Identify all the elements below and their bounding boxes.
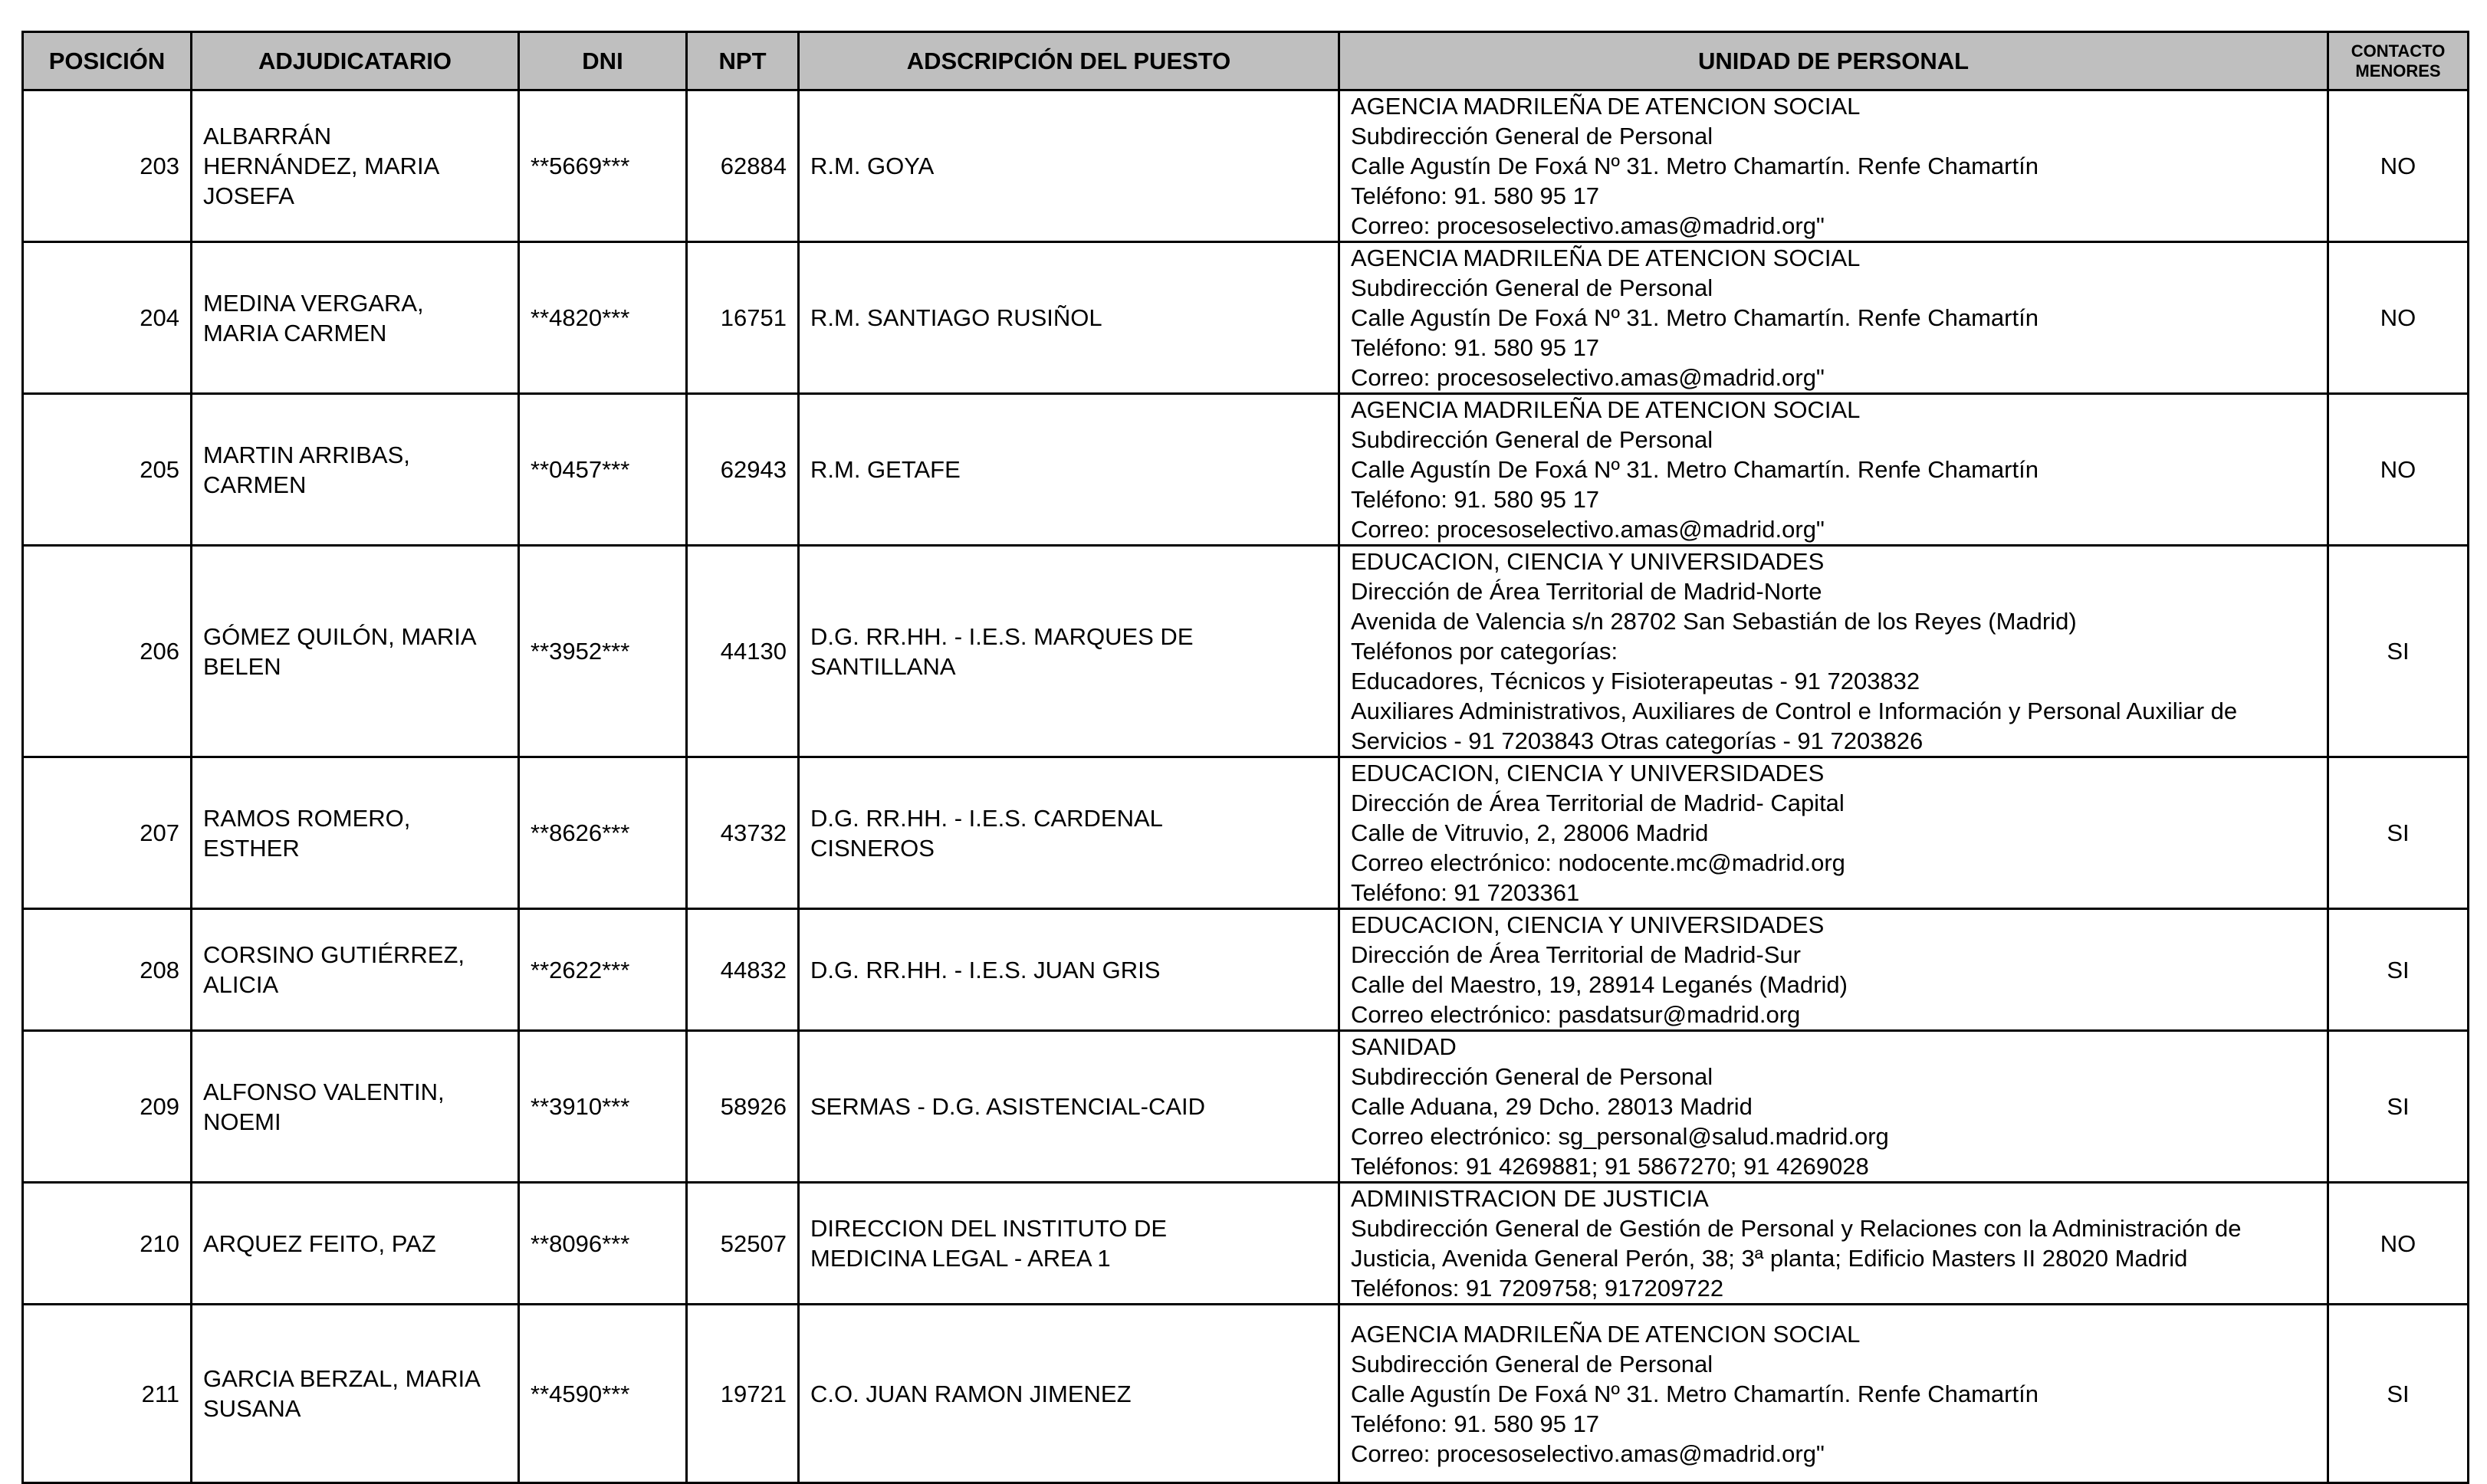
cell-npt: 58926 [687, 1031, 799, 1183]
unidad-line: Teléfono: 91. 580 95 17 [1351, 486, 1600, 513]
cell-contacto-menores: NO [2328, 90, 2469, 242]
header-contacto-line1: CONTACTO [2351, 41, 2446, 61]
header-posicion: POSICIÓN [23, 32, 192, 90]
cell-unidad-personal [1339, 1031, 2328, 1183]
unidad-line: Teléfonos por categorías: [1351, 638, 1618, 665]
adjudicatario-line: MARIA CARMEN [203, 319, 387, 346]
unidad-line: Educadores, Técnicos y Fisioterapeutas - 91 7203832 [1351, 668, 1920, 694]
adjudicatario-line: GÓMEZ QUILÓN, MARIA [203, 622, 477, 650]
cell-npt: 44130 [687, 546, 799, 757]
header-npt: NPT [687, 32, 799, 90]
unidad-line: Servicios - 91 7203843 Otras categorías - 91 7203826 [1351, 727, 1924, 754]
cell-adjudicatario [192, 1183, 519, 1305]
adjudicatario-line: MEDINA VERGARA, [203, 289, 424, 317]
cell-npt: 43732 [687, 757, 799, 909]
table-row [23, 757, 2469, 909]
cell-contacto-menores: NO [2328, 1183, 2469, 1305]
header-row [23, 32, 2469, 90]
cell-unidad-personal [1339, 909, 2328, 1031]
cell-dni: **2622*** [519, 909, 687, 1031]
adjudication-table [21, 31, 2469, 1484]
adjudicatario-line: SUSANA [203, 1395, 301, 1422]
cell-dni: **5669*** [519, 90, 687, 242]
unidad-line: Subdirección General de Personal [1351, 426, 1713, 453]
cell-adscripcion [799, 1305, 1339, 1483]
cell-adjudicatario [192, 90, 519, 242]
table-row [23, 909, 2469, 1031]
cell-posicion: 203 [23, 90, 192, 242]
unidad-line: Correo: procesoselectivo.amas@madrid.org" [1351, 1440, 1825, 1467]
header-adjudicatario: ADJUDICATARIO [192, 32, 519, 90]
adscripcion-line: C.O. JUAN RAMON JIMENEZ [810, 1380, 1132, 1407]
unidad-line: Justicia, Avenida General Perón, 38; 3ª planta; Edificio Masters II 28020 Madrid [1351, 1245, 2188, 1272]
unidad-line: Calle de Vitruvio, 2, 28006 Madrid [1351, 819, 1709, 846]
header-dni: DNI [519, 32, 687, 90]
adscripcion-line: MEDICINA LEGAL - AREA 1 [810, 1245, 1111, 1272]
unidad-line: Calle Agustín De Foxá Nº 31. Metro Chamartín. Renfe Chamartín [1351, 1380, 2039, 1407]
cell-adjudicatario [192, 242, 519, 394]
cell-npt: 52507 [687, 1183, 799, 1305]
cell-posicion: 208 [23, 909, 192, 1031]
unidad-line: Subdirección General de Personal [1351, 1063, 1713, 1090]
cell-adjudicatario [192, 1031, 519, 1183]
adjudicatario-line: HERNÁNDEZ, MARIA [203, 153, 440, 179]
unidad-line: Calle Agustín De Foxá Nº 31. Metro Chamartín. Renfe Chamartín [1351, 153, 2039, 179]
unidad-line: Teléfono: 91. 580 95 17 [1351, 182, 1600, 209]
cell-contacto-menores: SI [2328, 909, 2469, 1031]
unidad-line: EDUCACION, CIENCIA Y UNIVERSIDADES [1351, 548, 1825, 575]
unidad-line: AGENCIA MADRILEÑA DE ATENCION SOCIAL [1351, 245, 1861, 271]
cell-dni: **8626*** [519, 757, 687, 909]
cell-dni: **4820*** [519, 242, 687, 394]
adscripcion-line: R.M. GETAFE [810, 456, 961, 483]
cell-contacto-menores: SI [2328, 757, 2469, 909]
header-contacto-menores [2328, 32, 2469, 90]
cell-npt: 62884 [687, 90, 799, 242]
cell-adjudicatario [192, 1305, 519, 1483]
adjudicatario-line: ALFONSO VALENTIN, [203, 1078, 445, 1105]
adscripcion-line: R.M. GOYA [810, 153, 935, 179]
cell-adjudicatario [192, 909, 519, 1031]
cell-posicion: 211 [23, 1305, 192, 1483]
table-row [23, 1031, 2469, 1183]
cell-dni: **3910*** [519, 1031, 687, 1183]
cell-adscripcion [799, 1183, 1339, 1305]
cell-contacto-menores: NO [2328, 394, 2469, 546]
cell-adscripcion [799, 90, 1339, 242]
adjudicatario-line: ESTHER [203, 834, 300, 862]
unidad-line: EDUCACION, CIENCIA Y UNIVERSIDADES [1351, 760, 1825, 786]
table-body [23, 90, 2469, 1483]
table-row [23, 90, 2469, 242]
unidad-line: Teléfonos: 91 7209758; 917209722 [1351, 1275, 1724, 1302]
cell-adscripcion [799, 394, 1339, 546]
cell-posicion: 205 [23, 394, 192, 546]
cell-adscripcion [799, 909, 1339, 1031]
unidad-line: Auxiliares Administrativos, Auxiliares de Control e Información y Personal Auxiliar de [1351, 698, 2238, 724]
adscripcion-line: R.M. SANTIAGO RUSIÑOL [810, 304, 1102, 331]
cell-unidad-personal [1339, 546, 2328, 757]
cell-adscripcion [799, 757, 1339, 909]
adjudicatario-line: NOEMI [203, 1108, 281, 1135]
cell-dni: **4590*** [519, 1305, 687, 1483]
unidad-line: Teléfonos: 91 4269881; 91 5867270; 91 4269028 [1351, 1153, 1869, 1180]
unidad-line: EDUCACION, CIENCIA Y UNIVERSIDADES [1351, 911, 1825, 938]
cell-unidad-personal [1339, 394, 2328, 546]
unidad-line: Teléfono: 91. 580 95 17 [1351, 334, 1600, 361]
table-row [23, 394, 2469, 546]
cell-adscripcion [799, 1031, 1339, 1183]
header-adscripcion: ADSCRIPCIÓN DEL PUESTO [799, 32, 1339, 90]
unidad-line: Correo: procesoselectivo.amas@madrid.org" [1351, 516, 1825, 543]
unidad-line: Dirección de Área Territorial de Madrid- Capital [1351, 790, 1845, 816]
unidad-line: SANIDAD [1351, 1033, 1457, 1060]
unidad-line: Teléfono: 91. 580 95 17 [1351, 1410, 1600, 1437]
unidad-line: Correo: procesoselectivo.amas@madrid.org" [1351, 364, 1825, 391]
unidad-line: AGENCIA MADRILEÑA DE ATENCION SOCIAL [1351, 1320, 1861, 1348]
adscripcion-line: D.G. RR.HH. - I.E.S. CARDENAL [810, 804, 1163, 832]
adscripcion-line: DIRECCION DEL INSTITUTO DE [810, 1215, 1168, 1242]
adscripcion-line: D.G. RR.HH. - I.E.S. JUAN GRIS [810, 956, 1161, 983]
adjudicatario-line: MARTIN ARRIBAS, [203, 441, 410, 468]
unidad-line: Subdirección General de Personal [1351, 1350, 1713, 1377]
unidad-line: Correo electrónico: sg_personal@salud.madrid.org [1351, 1123, 1889, 1150]
cell-unidad-personal [1339, 757, 2328, 909]
cell-posicion: 209 [23, 1031, 192, 1183]
unidad-line: Subdirección General de Gestión de Personal y Relaciones con la Administración de [1351, 1215, 2242, 1242]
cell-contacto-menores: SI [2328, 546, 2469, 757]
cell-posicion: 210 [23, 1183, 192, 1305]
adjudicatario-line: GARCIA BERZAL, MARIA [203, 1365, 481, 1392]
cell-posicion: 207 [23, 757, 192, 909]
adjudicatario-line: CARMEN [203, 471, 307, 498]
unidad-line: Correo: procesoselectivo.amas@madrid.org" [1351, 212, 1825, 239]
cell-adjudicatario [192, 757, 519, 909]
cell-adjudicatario [192, 546, 519, 757]
cell-contacto-menores: NO [2328, 242, 2469, 394]
header-contacto-line2: MENORES [2355, 61, 2441, 80]
table-row [23, 546, 2469, 757]
adjudicatario-line: BELEN [203, 652, 281, 680]
cell-contacto-menores: SI [2328, 1305, 2469, 1483]
cell-unidad-personal [1339, 90, 2328, 242]
unidad-line: Calle Agustín De Foxá Nº 31. Metro Chamartín. Renfe Chamartín [1351, 304, 2039, 331]
adjudicatario-line: CORSINO GUTIÉRREZ, [203, 941, 465, 968]
adjudicatario-line: ALBARRÁN [203, 123, 332, 149]
header-unidad: UNIDAD DE PERSONAL [1339, 32, 2328, 90]
cell-adscripcion [799, 546, 1339, 757]
cell-npt: 44832 [687, 909, 799, 1031]
cell-unidad-personal [1339, 1305, 2328, 1483]
unidad-line: Calle Aduana, 29 Dcho. 28013 Madrid [1351, 1093, 1753, 1120]
cell-dni: **8096*** [519, 1183, 687, 1305]
unidad-line: Avenida de Valencia s/n 28702 San Sebastián de los Reyes (Madrid) [1351, 608, 2077, 635]
cell-adscripcion [799, 242, 1339, 394]
unidad-line: AGENCIA MADRILEÑA DE ATENCION SOCIAL [1351, 396, 1861, 423]
adscripcion-line: SANTILLANA [810, 652, 956, 680]
table-row [23, 1183, 2469, 1305]
unidad-line: AGENCIA MADRILEÑA DE ATENCION SOCIAL [1351, 93, 1861, 120]
adjudicatario-line: RAMOS ROMERO, [203, 804, 411, 832]
adjudicatario-line: JOSEFA [203, 182, 294, 209]
table-row [23, 242, 2469, 394]
unidad-line: Dirección de Área Territorial de Madrid-Sur [1351, 941, 1801, 968]
unidad-line: Teléfono: 91 7203361 [1351, 879, 1580, 906]
cell-adjudicatario [192, 394, 519, 546]
cell-npt: 19721 [687, 1305, 799, 1483]
cell-contacto-menores: SI [2328, 1031, 2469, 1183]
unidad-line: Subdirección General de Personal [1351, 274, 1713, 301]
unidad-line: Correo electrónico: pasdatsur@madrid.org [1351, 1001, 1801, 1028]
adscripcion-line: D.G. RR.HH. - I.E.S. MARQUES DE [810, 622, 1194, 650]
unidad-line: Subdirección General de Personal [1351, 123, 1713, 149]
cell-posicion: 204 [23, 242, 192, 394]
unidad-line: Calle del Maestro, 19, 28914 Leganés (Madrid) [1351, 971, 1848, 998]
cell-npt: 62943 [687, 394, 799, 546]
adjudicatario-line: ARQUEZ FEITO, PAZ [203, 1230, 436, 1257]
cell-unidad-personal [1339, 242, 2328, 394]
cell-unidad-personal [1339, 1183, 2328, 1305]
table-row [23, 1305, 2469, 1483]
adscripcion-line: CISNEROS [810, 834, 935, 862]
unidad-line: ADMINISTRACION DE JUSTICIA [1351, 1185, 1709, 1212]
adscripcion-line: SERMAS - D.G. ASISTENCIAL-CAID [810, 1093, 1206, 1120]
unidad-line: Calle Agustín De Foxá Nº 31. Metro Chamartín. Renfe Chamartín [1351, 456, 2039, 483]
unidad-line: Correo electrónico: nodocente.mc@madrid.org [1351, 849, 1845, 876]
unidad-line: Dirección de Área Territorial de Madrid-Norte [1351, 578, 1822, 605]
cell-dni: **3952*** [519, 546, 687, 757]
cell-npt: 16751 [687, 242, 799, 394]
cell-dni: **0457*** [519, 394, 687, 546]
adjudicatario-line: ALICIA [203, 971, 279, 998]
cell-posicion: 206 [23, 546, 192, 757]
